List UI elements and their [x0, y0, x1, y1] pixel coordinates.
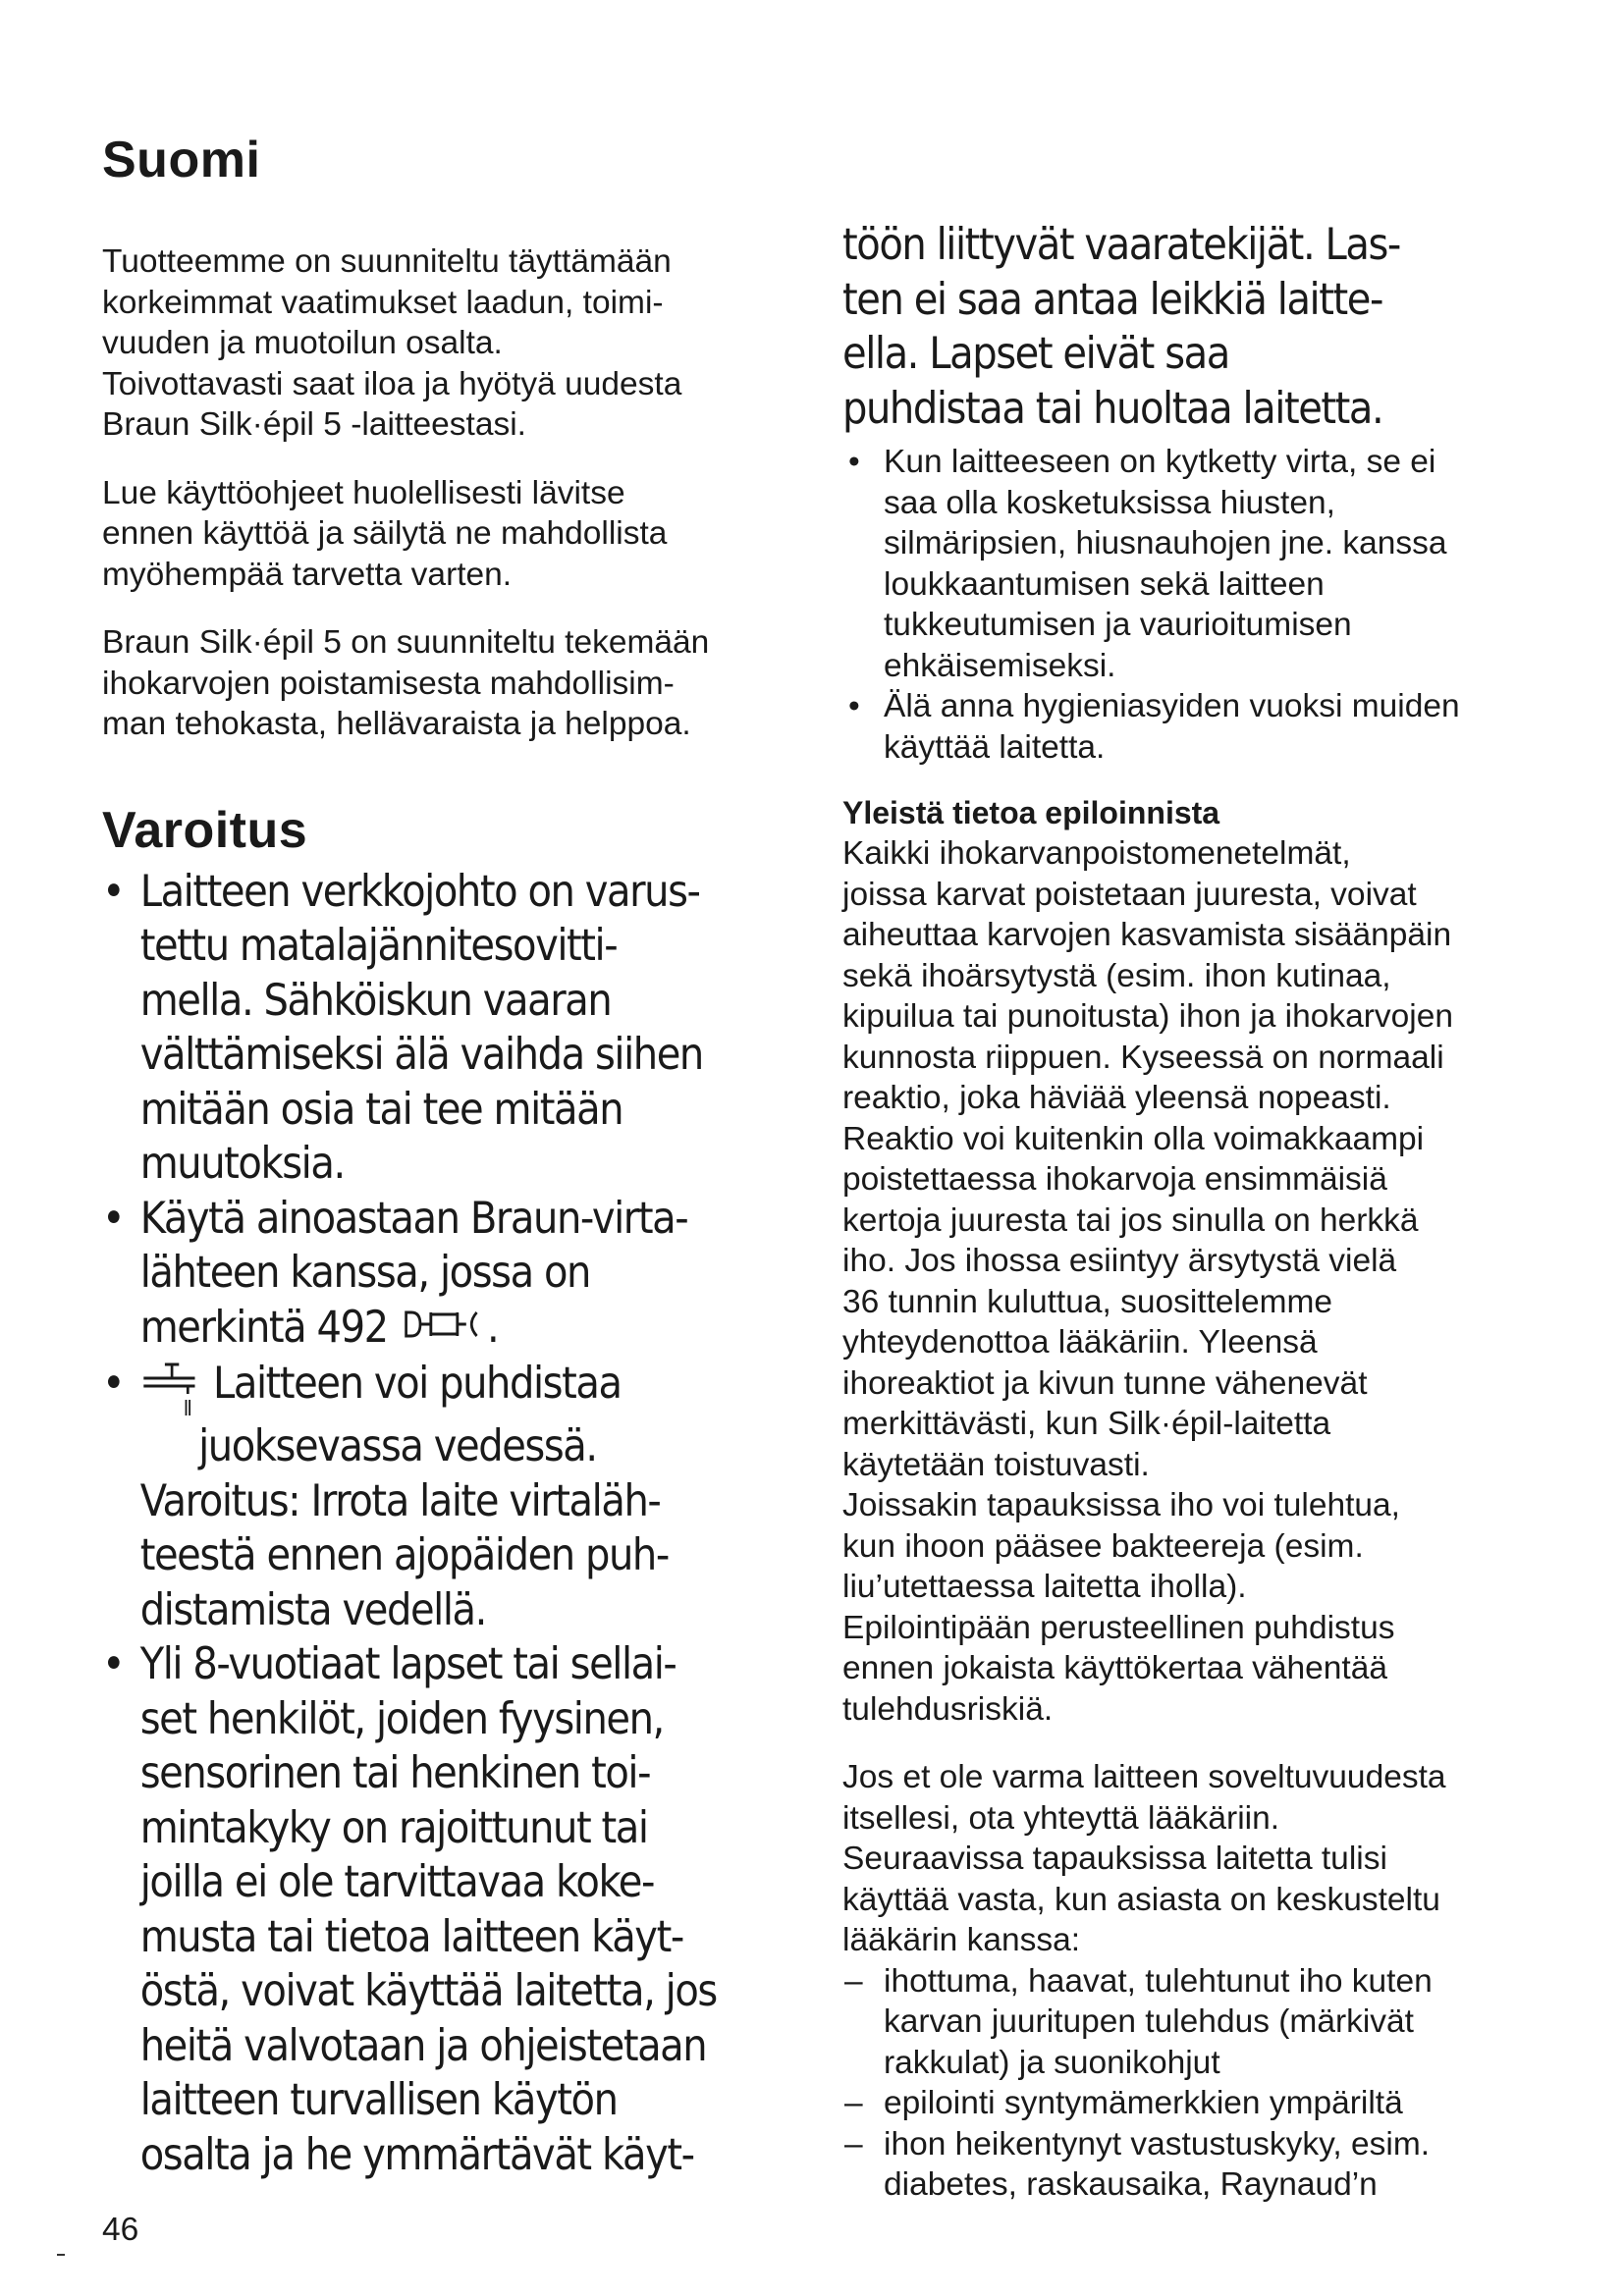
warning-item-4-continued: [842, 218, 1505, 436]
text-line: lääkärin kanssa:: [842, 1922, 1081, 1958]
text-line: heitä valvotaan ja ohjeistetaan: [139, 2020, 707, 2071]
text-line: mintakyky on rajoittunut tai: [139, 1802, 648, 1853]
text-line: Braun Silk·épil 5 -laitteestasi.: [102, 406, 526, 443]
bullet-icon: •: [102, 1359, 125, 1410]
epilation-heading: Yleistä tietoa epiloinnista: [842, 795, 1220, 830]
text-line: tulehdusriskiä.: [842, 1690, 1054, 1728]
text-line: itsellesi, ota yhteyttä lääkäriin.: [842, 1799, 1280, 1837]
condition-item-1: [842, 1961, 1530, 2084]
text-line: sekä ihoärsytystä (esim. ihon kutinaa,: [842, 957, 1391, 994]
text-line: Lue käyttöohjeet huolellisesti lävitse: [102, 474, 625, 511]
text-line: myöhempää tarvetta varten.: [102, 556, 513, 593]
left-column: [102, 128, 809, 2182]
text-line: käyttää vasta, kun asiasta on keskusteltu: [842, 1881, 1440, 1918]
text-line: 36 tunnin kuluttua, suosittelemme: [842, 1283, 1333, 1320]
text-line: Laitteen verkkojohto on varus-: [139, 866, 700, 917]
text-line: kun ihoon pääsee bakteereja (esim.: [842, 1527, 1364, 1565]
text-line: karvan juuritupen tulehdus (märkivät: [884, 2003, 1414, 2040]
text-line: osalta ja he ymmärtävät käyt-: [139, 2129, 694, 2180]
text-line: ihokarvojen poistamisesta mahdollisim-: [102, 665, 675, 702]
right-column: [842, 218, 1530, 2206]
text-line: puhdistaa tai huoltaa laitetta.: [842, 383, 1383, 434]
text-line: Kaikki ihokarvanpoistomenetelmät,: [842, 835, 1351, 872]
text-line: kertoja juuresta tai jos sinulla on herkkä: [842, 1201, 1419, 1239]
text-line: loukkaantumisen sekä laitteen: [884, 565, 1325, 603]
text-line: [140, 1357, 800, 1419]
text-line: iho. Jos ihossa esiintyy ärsytystä vielä: [842, 1243, 1397, 1279]
text-line: distamista vedellä.: [139, 1584, 486, 1635]
condition-item-3: [842, 2124, 1530, 2206]
text-line: Tuotteemme on suunniteltu täyttämään: [102, 243, 672, 280]
text-line: kipuilua tai punoitusta) ihon ja ihokarvojen: [842, 998, 1454, 1035]
warning-item-2: [102, 1192, 800, 1358]
text-line: rakkulat) ja suonikohjut: [884, 2044, 1220, 2081]
page-number: 46: [102, 2212, 139, 2248]
warning-heading: Varoitus: [102, 801, 308, 859]
text-line: käyttää laitetta.: [884, 728, 1106, 766]
text-line: korkeimmat vaatimukset laadun, toimi-: [102, 284, 664, 321]
text-line: poistettaessa ihokarvoja ensimmäisiä: [842, 1161, 1387, 1198]
text-line: silmäripsien, hiusnauhojen jne. kanssa: [884, 525, 1447, 561]
text-line: Seuraavissa tapauksissa laitetta tulisi: [842, 1841, 1387, 1877]
text-line: ehkäisemiseksi.: [884, 647, 1116, 684]
text-line: vuuden ja muotoilun osalta.: [102, 325, 503, 361]
warning-item-3: [102, 1357, 800, 1637]
text-line: Jos et ole varma laitteen soveltuvuudesta: [842, 1759, 1446, 1795]
warning-item-1: [102, 865, 800, 1192]
text-line: kunnosta riippuen. Kyseessä on normaali: [842, 1039, 1444, 1076]
epilation-paragraph-1: [842, 833, 1530, 1730]
text-line: liu’utettaessa laitetta iholla).: [842, 1569, 1247, 1605]
dash-icon: –: [844, 2085, 863, 2121]
text-line: tettu matalajännitesovitti-: [139, 921, 618, 971]
bullet-icon: •: [102, 1639, 125, 1690]
text-line: muutoksia.: [139, 1139, 345, 1189]
text-line: [140, 1301, 800, 1358]
warning-list: [102, 865, 800, 2183]
text-line: sensorinen tai henkinen toi-: [139, 1748, 651, 1799]
page-title: Suomi: [102, 132, 261, 188]
text-line: Joissakin tapauksissa iho voi tulehtua,: [842, 1487, 1400, 1523]
text-line: laitteen turvallisen käytön: [139, 2075, 618, 2126]
text-line: Käytä ainoastaan Braun-virta-: [139, 1193, 688, 1244]
condition-item-2: [842, 2083, 1530, 2124]
text-line: Reaktio voi kuitenkin olla voimakkaampi: [842, 1120, 1425, 1157]
text-line: ten ei saa antaa leikkiä laitte-: [842, 274, 1382, 325]
text-line: joissa karvat poistetaan juuresta, voivat: [842, 876, 1417, 913]
margin-mark: [57, 2254, 65, 2256]
text-line: Epilointipään perusteellinen puhdistus: [842, 1609, 1395, 1646]
text-line: ihottuma, haavat, tulehtunut iho kuten: [884, 1962, 1433, 2000]
text-line: Kun laitteeseen on kytketty virta, se ei: [884, 444, 1436, 480]
text-line: set henkilöt, joiden fyysinen,: [139, 1693, 664, 1744]
marking-text: merkintä 492: [139, 1302, 388, 1353]
text-line: mella. Sähköiskun vaaran: [139, 975, 612, 1026]
text-line: merkittävästi, kun Silk·épil-laitetta: [842, 1406, 1331, 1442]
text-line: Laitteen voi puhdistaa: [212, 1359, 622, 1410]
warning-item-6: [842, 686, 1530, 768]
text-line: Toivottavasti saat iloa ja hyötyä uudesta: [102, 365, 682, 402]
text-line: reaktio, joka häviää yleensä nopeasti.: [842, 1080, 1391, 1116]
text-line: saa olla kosketuksissa hiusten,: [884, 484, 1335, 521]
bullet-icon: •: [848, 444, 860, 480]
text-line: lähteen kanssa, jossa on: [139, 1248, 590, 1298]
dash-icon: –: [844, 1962, 863, 2000]
text-line: ihoreaktiot ja kivun tunne vähenevät: [842, 1364, 1368, 1402]
text-line: joilla ei ole tarvittavaa koke-: [139, 1857, 654, 1908]
bullet-icon: •: [848, 688, 860, 724]
text-line: musta tai tietoa laitteen käyt-: [139, 1911, 683, 1962]
intro-paragraph-2: [102, 473, 809, 596]
text-line: juoksevassa vedessä.: [198, 1421, 597, 1472]
intro-paragraph-3: [102, 622, 809, 745]
text-line: mitään osia tai tee mitään: [139, 1084, 623, 1135]
marking-suffix: .: [486, 1302, 499, 1353]
text-line: aiheuttaa karvojen kasvamista sisäänpäin: [842, 917, 1452, 953]
text-line: yhteydenottoa lääkäriin. Yleensä: [842, 1324, 1318, 1361]
running-water-tap-icon: [140, 1357, 202, 1419]
text-line: diabetes, raskausaika, Raynaud’n: [884, 2166, 1378, 2203]
text-line: Braun Silk·épil 5 on suunniteltu tekemään: [102, 624, 710, 661]
text-line: käytetään toistuvasti.: [842, 1446, 1150, 1483]
text-line: ella. Lapset eivät saa: [842, 329, 1229, 379]
bullet-icon: •: [102, 866, 125, 917]
dash-icon: –: [844, 2125, 863, 2163]
warning-item-4: [102, 1637, 800, 2182]
text-line: ennen käyttöä ja säilytä ne mahdollista: [102, 515, 668, 552]
epilation-paragraph-2: [842, 1757, 1530, 1961]
text-line: Yli 8-vuotiaat lapset tai sellai-: [139, 1639, 677, 1690]
text-line: ihon heikentynyt vastustuskyky, esim.: [884, 2125, 1431, 2163]
text-line: Älä anna hygieniasyiden vuoksi muiden: [884, 688, 1460, 724]
text-line: epilointi syntymämerkkien ympäriltä: [884, 2085, 1403, 2121]
text-line: töön liittyvät vaaratekijät. Las-: [842, 220, 1400, 270]
text-line: Varoitus: Irrota laite virtaläh-: [139, 1475, 661, 1526]
text-line: östä, voivat käyttää laitetta, jos: [139, 1966, 717, 2017]
warning-item-5: [842, 442, 1530, 686]
intro-paragraph-1: [102, 241, 809, 446]
bullet-icon: •: [102, 1193, 125, 1244]
text-line: man tehokasta, hellävaraista ja helppoa.: [102, 706, 691, 742]
text-line: teestä ennen ajopäiden puh-: [139, 1530, 669, 1581]
text-line: tukkeutumisen ja vaurioitumisen: [884, 607, 1352, 643]
power-supply-adapter-icon: [399, 1303, 487, 1358]
text-line: ennen jokaista käyttökertaa vähentää: [842, 1650, 1387, 1686]
text-line: välttämiseksi älä vaihda siihen: [139, 1030, 703, 1080]
